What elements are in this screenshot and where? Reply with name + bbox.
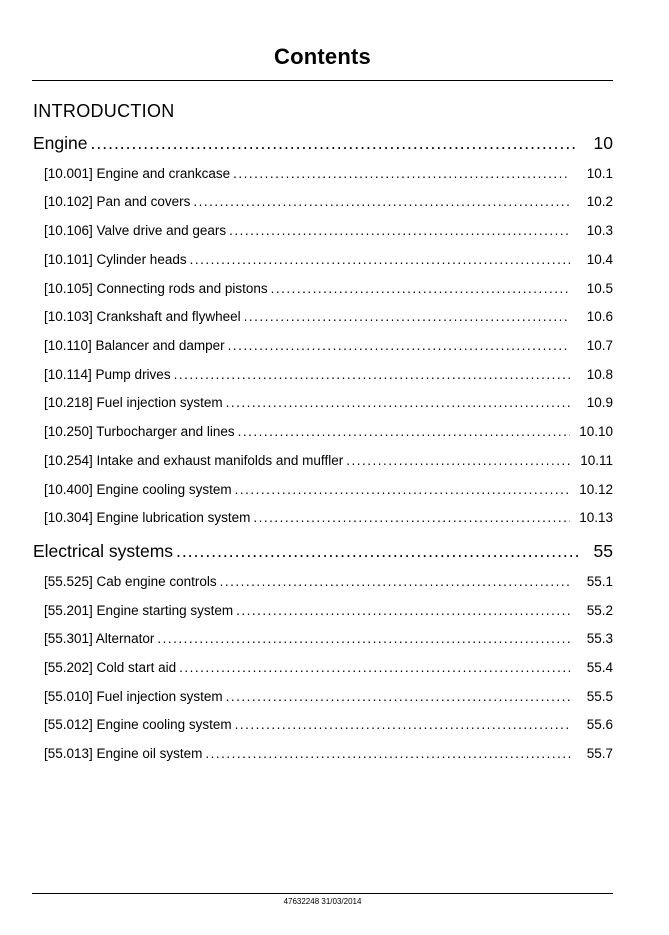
toc-entry-label: [10.102] Pan and covers <box>44 194 191 209</box>
toc-section-engine[interactable] <box>33 133 613 154</box>
dot-leader <box>238 424 570 439</box>
dot-leader <box>226 689 570 704</box>
dot-leader <box>220 574 570 589</box>
toc-entry-page: 55.6 <box>586 717 613 732</box>
footer-divider <box>32 893 613 894</box>
toc-section-page: 10 <box>593 133 613 153</box>
toc-entry[interactable] <box>44 309 613 324</box>
toc-entry-page: 10.7 <box>586 338 613 353</box>
toc-entry[interactable] <box>44 746 613 761</box>
toc-entry-label: [55.012] Engine cooling system <box>44 717 232 732</box>
toc-entry-label: [10.400] Engine cooling system <box>44 482 232 497</box>
dot-leader <box>226 395 570 410</box>
toc-entry[interactable] <box>44 603 613 618</box>
toc-entry-label: [10.110] Balancer and damper <box>44 338 225 353</box>
toc-entry-label: [10.103] Crankshaft and flywheel <box>44 309 241 324</box>
toc-entry[interactable] <box>44 689 613 704</box>
toc-entry-page: 10.8 <box>586 367 613 382</box>
dot-leader <box>253 510 570 525</box>
toc-entry-label: [55.201] Engine starting system <box>44 603 234 618</box>
toc-entry-page: 55.7 <box>586 746 613 761</box>
toc-entry-label: [10.304] Engine lubrication system <box>44 510 251 525</box>
toc-section-title: Electrical systems <box>33 541 174 561</box>
toc-entry[interactable] <box>44 338 613 353</box>
toc-entry-label: [10.218] Fuel injection system <box>44 395 223 410</box>
toc-entry[interactable] <box>44 395 613 410</box>
toc-entry[interactable] <box>44 482 613 497</box>
toc-entry-label: [10.106] Valve drive and gears <box>44 223 227 238</box>
toc-entry-label: [55.013] Engine oil system <box>44 746 203 761</box>
toc-entry-page: 55.1 <box>586 574 613 589</box>
dot-leader <box>233 166 570 181</box>
page-title: Contents <box>274 44 371 69</box>
dot-leader <box>346 453 570 468</box>
toc-entry[interactable] <box>44 453 613 468</box>
toc-entry-page: 10.2 <box>586 194 613 209</box>
dot-leader <box>235 482 570 497</box>
toc-entry-page: 10.11 <box>580 453 613 468</box>
toc-entry-page: 10.6 <box>586 309 613 324</box>
toc-entry-label: [10.254] Intake and exhaust manifolds and muffler <box>44 453 344 468</box>
dot-leader <box>235 717 570 732</box>
toc-entry[interactable] <box>44 660 613 675</box>
dot-leader <box>271 281 570 296</box>
dot-leader <box>244 309 570 324</box>
dot-leader <box>174 367 570 382</box>
toc-entry[interactable] <box>44 367 613 382</box>
dot-leader <box>229 223 570 238</box>
toc-section-electrical-systems[interactable] <box>33 541 613 562</box>
toc-entry-label: [55.301] Alternator <box>44 631 155 646</box>
toc-entry-page: 10.5 <box>586 281 613 296</box>
toc-entry-label: [10.250] Turbocharger and lines <box>44 424 235 439</box>
toc-entry[interactable] <box>44 166 613 181</box>
toc-entry-label: [55.010] Fuel injection system <box>44 689 223 704</box>
title-divider <box>32 80 613 81</box>
toc-entry-label: [10.001] Engine and crankcase <box>44 166 231 181</box>
toc-entry[interactable] <box>44 717 613 732</box>
toc-entry-page: 55.2 <box>586 603 613 618</box>
introduction-heading: INTRODUCTION <box>33 101 175 121</box>
toc-entry-page: 55.4 <box>586 660 613 675</box>
toc-entry[interactable] <box>44 281 613 296</box>
toc-entry-label: [10.114] Pump drives <box>44 367 171 382</box>
toc-entry-page: 55.5 <box>586 689 613 704</box>
toc-entry-page: 10.9 <box>586 395 613 410</box>
dot-leader <box>205 746 570 761</box>
dot-leader <box>236 603 570 618</box>
toc-entry[interactable] <box>44 574 613 589</box>
toc-entry-label: [10.101] Cylinder heads <box>44 252 187 267</box>
dot-leader <box>179 660 570 675</box>
toc-entry-page: 10.4 <box>586 252 613 267</box>
dot-leader <box>176 541 578 562</box>
toc-entry[interactable] <box>44 510 613 525</box>
toc-entry-page: 55.3 <box>586 631 613 646</box>
dot-leader <box>193 194 570 209</box>
toc-section-title: Engine <box>33 133 88 153</box>
toc-entry-label: [55.202] Cold start aid <box>44 660 177 675</box>
toc-entry[interactable] <box>44 424 613 439</box>
footer-document-id: 47632248 31/03/2014 <box>283 897 362 906</box>
dot-leader <box>91 133 579 154</box>
toc-entry-page: 10.13 <box>579 510 613 525</box>
toc-entry[interactable] <box>44 194 613 209</box>
dot-leader <box>228 338 570 353</box>
toc-entry-page: 10.3 <box>586 223 613 238</box>
toc-entry[interactable] <box>44 252 613 267</box>
toc-entry[interactable] <box>44 223 613 238</box>
toc-entry-page: 10.1 <box>586 166 613 181</box>
toc-entry-page: 10.12 <box>579 482 613 497</box>
dot-leader <box>190 252 570 267</box>
dot-leader <box>157 631 570 646</box>
toc-entry[interactable] <box>44 631 613 646</box>
toc-entry-page: 10.10 <box>579 424 613 439</box>
toc-section-page: 55 <box>593 541 613 561</box>
toc-entry-label: [10.105] Connecting rods and pistons <box>44 281 268 296</box>
toc-entry-label: [55.525] Cab engine controls <box>44 574 217 589</box>
